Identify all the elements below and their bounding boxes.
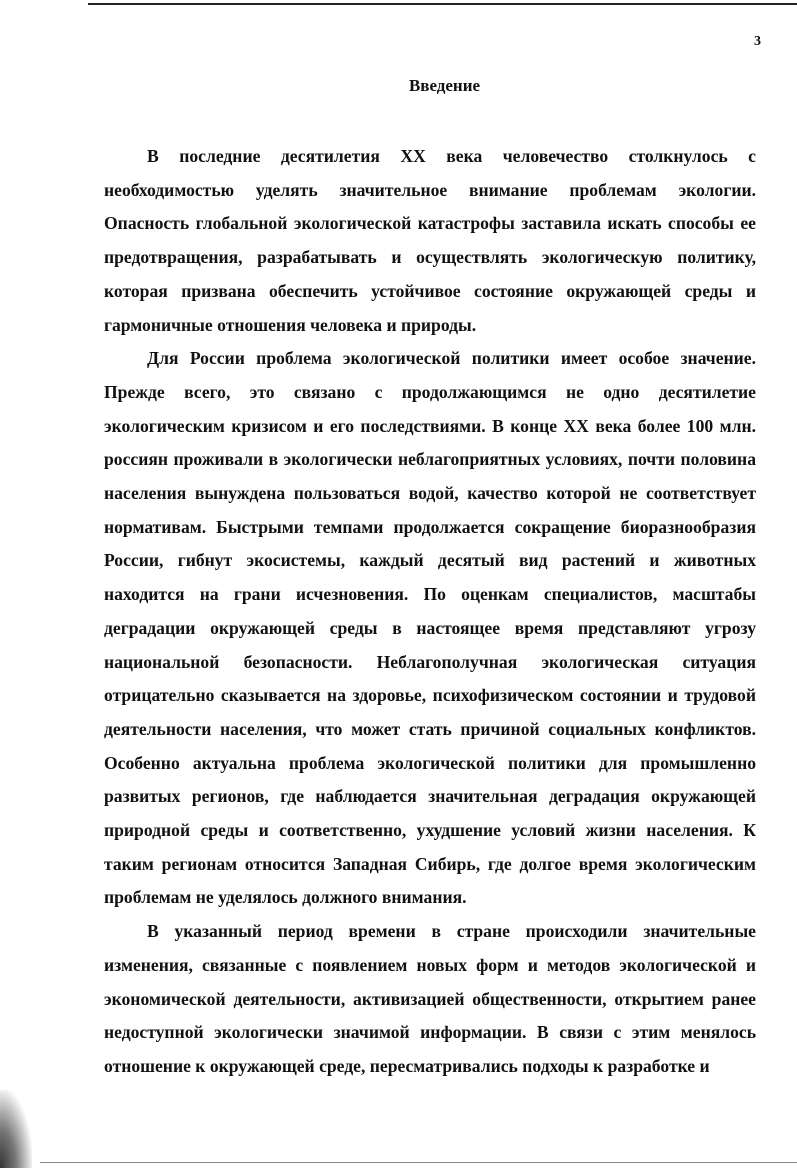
scan-edge-shadow [0,1090,32,1168]
paragraph-3: В указанный период времени в стране происходили значительные изменения, связанные с появлением новых форм и методов экологической и экономической деятельности, активизацией общественности, открытием ранее недоступной экологически значимой информации. В связи с этим менялось отношение к окружающей среде, пересматривались подходы к разработке и [104,921,756,1076]
page-number: 3 [754,34,761,49]
bottom-rule [40,1162,797,1163]
top-rule [88,3,797,5]
body-text [104,140,756,1084]
paragraph-2: Для России проблема экологической политики имеет особое значение. Прежде всего, это связано с продолжающимся не одно десятилетие экологическим кризисом и его последствиями. В конце XX века более 100 млн. россиян проживали в экологически неблагоприятных условиях, почти половина населения вынуждена пользоваться водой, качество которой не соответствует нормативам. Быстрыми темпами продолжается сокращение биоразнообразия России, гибнут экосистемы, каждый десятый вид растений и животных находится на грани исчезновения. По оценкам специалистов, масштабы деградации окружающей среды в настоящее время представляют угрозу национальной безопасности. Неблагополучная экологическая ситуация отрицательно сказывается на здоровье, психофизическом состоянии и трудовой деятельности населения, что может стать причиной социальных конфликтов. Особенно актуальна проблема экологической политики для промышленно развитых регионов, где наблюдается значительная деградация окружающей природной среды и соответственно, ухудшение условий жизни населения. К таким регионам относится Западная Сибирь, где долгое время экологическим проблемам не уделялось должного внимания. [104,348,756,908]
page-title: Введение [408,76,481,95]
paragraph-1: В последние десятилетия XX века человечество столкнулось с необходимостью уделять значительное внимание проблемам экологии. Опасность глобальной экологической катастрофы заставила искать способы ее предотвращения, разрабатывать и осуществлять экологическую политику, которая призвана обеспечить устойчивое состояние окружающей среды и гармоничные отношения человека и природы. [104,146,756,335]
